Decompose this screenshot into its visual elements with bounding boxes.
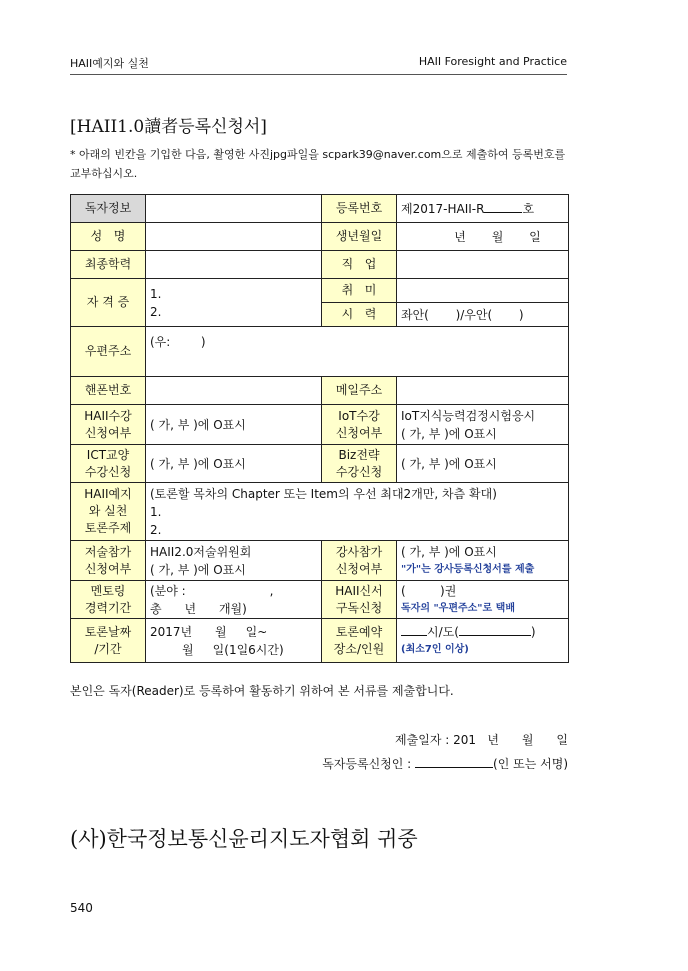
phone-field[interactable]: [146, 377, 322, 405]
registration-form-table: [70, 194, 569, 663]
license-line-1: 1.: [150, 286, 162, 301]
header-divider: [70, 74, 567, 75]
ict-course-label: ICT교양 수강신청: [71, 445, 146, 483]
reader-info-field[interactable]: [146, 195, 322, 223]
eyesight-label: 시 력: [322, 303, 397, 327]
reserve-blank-1: [401, 623, 427, 636]
reg-no-label: 등록번호: [322, 195, 397, 223]
address-label: 우편주소: [71, 327, 146, 377]
declaration-text: 본인은 독자(Reader)로 등록하여 활동하기 위하여 본 서류를 제출합니다.: [70, 684, 454, 698]
email-field[interactable]: [397, 377, 569, 405]
birth-field[interactable]: [397, 223, 569, 251]
haii-course-field[interactable]: ( 가, 부 )에 O표시: [146, 405, 322, 445]
address-postcode: (우: ): [150, 335, 206, 349]
address-field[interactable]: [146, 327, 569, 377]
email-label: 메일주소: [322, 377, 397, 405]
reader-info-label: 독자정보: [71, 195, 146, 223]
name-label: 성 명: [71, 223, 146, 251]
biz-course-field[interactable]: ( 가, 부 )에 O표시: [397, 445, 569, 483]
license-label: 자 격 증: [71, 279, 146, 327]
biz-course-label: Biz전략 수강신청: [322, 445, 397, 483]
education-label: 최종학력: [71, 251, 146, 279]
topic-label: HAII예지 와 실천 토론주제: [71, 483, 146, 541]
license-line-2: 2.: [150, 304, 162, 319]
haii-course-label: HAII수강 신청여부: [71, 405, 146, 445]
reserve-note: (최소7인 이상): [401, 643, 469, 655]
intro-text: * 아래의 빈칸을 기입한 다음, 촬영한 사진jpg파일을 scpark39@naver.com으로 제출하여 등록번호를 교부하십시오.: [70, 148, 566, 180]
book-label: HAII신서 구독신청: [322, 581, 397, 619]
reg-no-prefix: 제2017-HAII-R: [401, 202, 485, 216]
book-field[interactable]: ( )권 독자의 "우편주소"로 택배: [397, 581, 569, 619]
topic-line-1: 1.: [150, 504, 162, 519]
license-field[interactable]: [146, 279, 322, 327]
lecturer-label: 강사참가 신청여부: [322, 541, 397, 581]
lecturer-note: "가"는 강사등록신청서를 제출: [401, 563, 535, 575]
topic-field[interactable]: [146, 483, 569, 541]
reserve-field[interactable]: 시/도( ) (최소7인 이상): [397, 619, 569, 663]
hobby-field[interactable]: [397, 279, 569, 303]
iot-course-label: IoT수강 신청여부: [322, 405, 397, 445]
date-field[interactable]: 2017년 월 일~ 월 일(1일6시간): [146, 619, 322, 663]
name-field[interactable]: [146, 223, 322, 251]
book-note: 독자의 "우편주소"로 택배: [401, 602, 515, 614]
iot-course-field[interactable]: IoT지식능력검정시험응시 ( 가, 부 )에 O표시: [397, 405, 569, 445]
running-header-left: HAII예지와 실천: [70, 57, 149, 70]
lecturer-field[interactable]: ( 가, 부 )에 O표시 "가"는 강사등록신청서를 제출: [397, 541, 569, 581]
mentor-field[interactable]: (분야 : , 총 년 개월): [146, 581, 322, 619]
eyesight-field[interactable]: 좌안( )/우안( ): [397, 303, 569, 327]
reg-no-field[interactable]: [397, 195, 569, 223]
reg-no-blank: [484, 200, 522, 213]
reserve-label: 토론예약 장소/인원: [322, 619, 397, 663]
running-header-right: HAII Foresight and Practice: [418, 55, 567, 68]
applicant-blank[interactable]: [415, 755, 493, 768]
birth-year: 년: [454, 230, 466, 244]
reg-no-suffix: 호: [522, 202, 535, 216]
writing-label: 저술참가 신청여부: [71, 541, 146, 581]
page-number: 540: [70, 901, 93, 915]
date-label: 토론날짜 /기간: [71, 619, 146, 663]
job-field[interactable]: [397, 251, 569, 279]
phone-label: 핸폰번호: [71, 377, 146, 405]
topic-line-2: 2.: [150, 522, 162, 537]
ict-course-field[interactable]: ( 가, 부 )에 O표시: [146, 445, 322, 483]
submit-date: 제출일자 : 201 년 월 일: [395, 733, 568, 747]
job-label: 직 업: [322, 251, 397, 279]
mentor-label: 멘토링 경력기간: [71, 581, 146, 619]
birth-label: 생년월일: [322, 223, 397, 251]
addressee: (사)한국정보통신윤리지도자협회 귀중: [70, 827, 418, 851]
birth-day: 일: [529, 230, 541, 244]
applicant-signature-line: 독자등록신청인 : (인 또는 서명): [322, 757, 568, 771]
topic-instruction: (토론할 목차의 Chapter 또는 Item의 우선 최대2개만, 차츰 확대): [150, 486, 497, 501]
birth-month: 월: [491, 230, 504, 244]
writing-field[interactable]: HAII2.0저술위원회 ( 가, 부 )에 O표시: [146, 541, 322, 581]
education-field[interactable]: [146, 251, 322, 279]
reserve-blank-2: [459, 623, 531, 636]
form-title: [HAII1.0讀者등록신청서]: [70, 117, 267, 137]
hobby-label: 취 미: [322, 279, 397, 303]
